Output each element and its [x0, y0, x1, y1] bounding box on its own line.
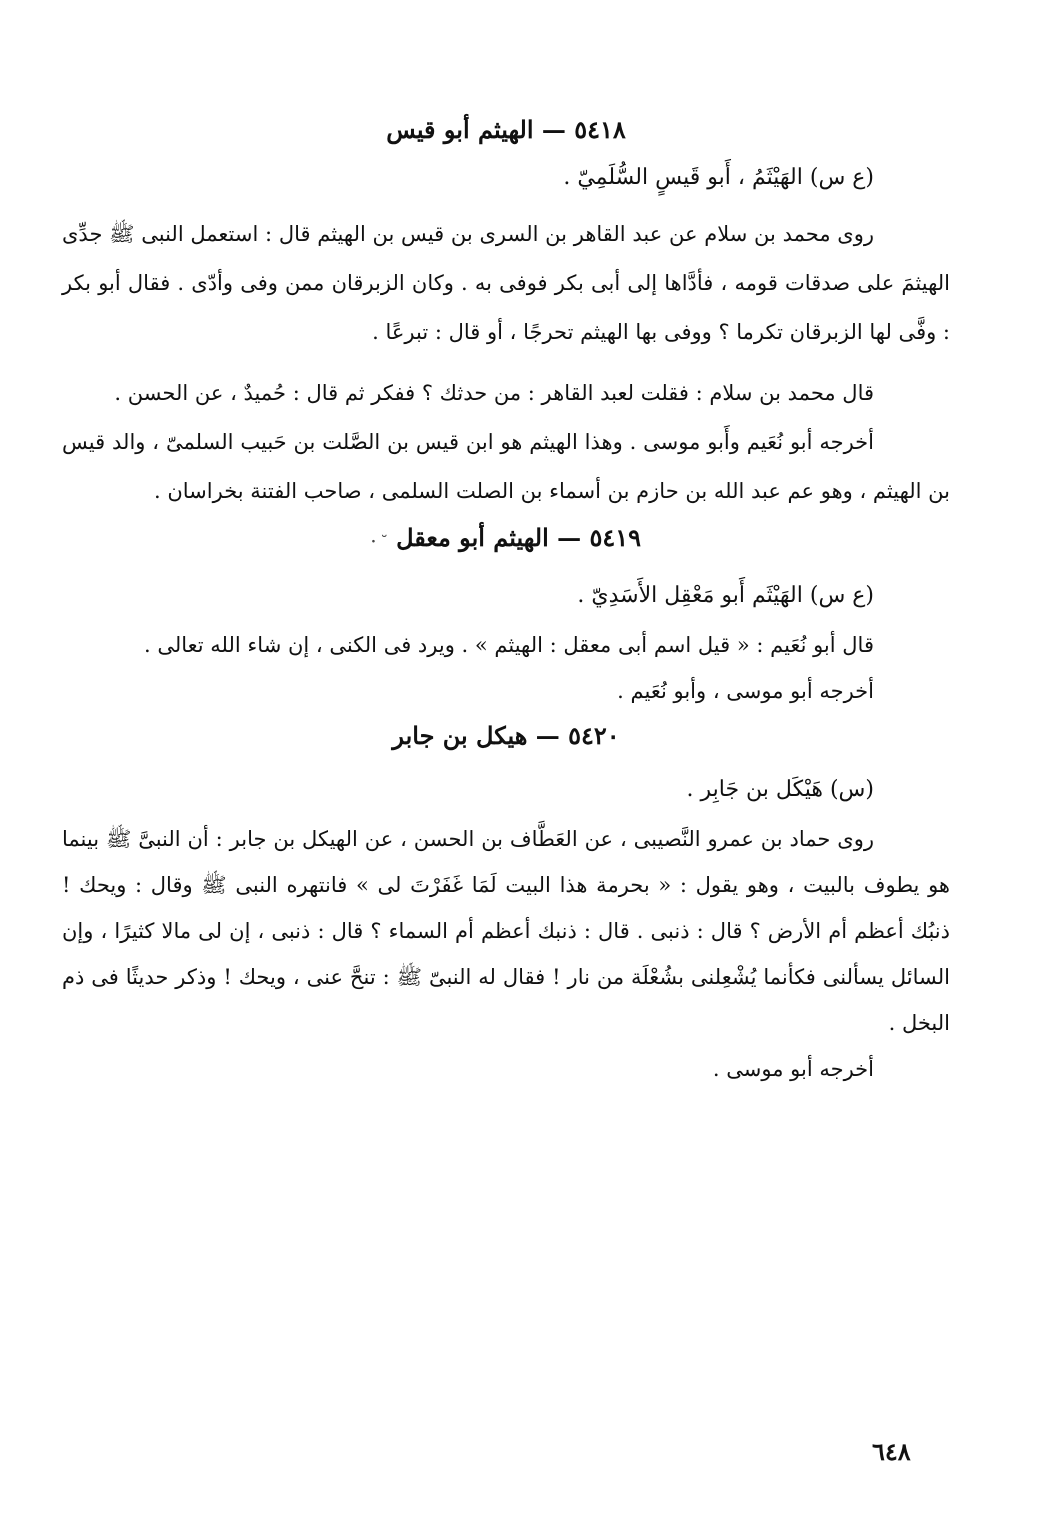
entry-heading: [62, 516, 950, 564]
entry-paragraph: روى حماد بن عمرو النَّصيبى ، عن العَطَّاف بن الحسن ، عن الهيكل بن جابر : أن النبىَّ ﷺ بينما هو يطوف بالبيت ، وهو يقول : « بحرمة هذا البيت لَمَا غَفَرْتَ لى » فانتهره النبى ﷺ وقال : ويحك ! ذنبُك أعظم أم الأرض ؟ قال : ذنبى . قال : ذنبك أعظم أم السماء ؟ قال : ذنبى ، إن لى مالا كثيرًا ، وإن السائل يسألنى فكأنما يُشْعِلنى بشُعْلَة من نار ! فقال له النبىّ ﷺ : تنحَّ عنى ، ويحك ! وذكر حديثًا فى ذم البخل .: [62, 827, 950, 1035]
entry-line: أخرجه أبو موسى ، وأبو نُعَيم .: [617, 679, 874, 703]
entry-line: أخرجه أبو موسى .: [712, 1057, 874, 1081]
entry-paragraph: قال محمد بن سلام : فقلت لعبد القاهر : من حدثك ؟ ففكر ثم قال : حُميدٌ ، عن الحسن .: [114, 381, 874, 405]
page-content: [62, 108, 950, 1092]
entry-lead: (ع س) الهَيْثَم أَبو مَعْقِل الأَسَدِيّ .: [577, 583, 874, 608]
page-number: ٦٤٨: [872, 1437, 911, 1466]
entry-5419: [62, 516, 950, 714]
entry-5418: [62, 108, 950, 516]
entry-heading: ٥٤٢٠ — هيكل بن جابر: [392, 721, 620, 750]
entry-paragraph: روى محمد بن سلام عن عبد القاهر بن السرى بن قيس بن الهيثم قال : استعمل النبى ﷺ جدِّى الهيثمَ على صدقات قومه ، فأدَّاها إلى أبى بكر فوفى به . وكان الزبرقان ممن وفى وأدّى . فقال أبو بكر : وفَّى لها الزبرقان تكرما ؟ ووفى بها الهيثم تحرجًا ، أو قال : تبرعًا .: [62, 222, 950, 344]
entry-lead: (س) هَيْكَل بن جَابِر .: [686, 777, 874, 802]
entry-heading-text: ٥٤١٩ — الهيثم أبو معقل: [396, 523, 642, 552]
entry-line: قال أبو نُعَيم : « قيل اسم أبى معقل : الهيثم » . ويرد فى الكنى ، إن شاء الله تعالى .: [144, 633, 874, 657]
entry-heading: ٥٤١٨ — الهيثم أبو قيس: [386, 115, 626, 144]
entry-5420: [62, 714, 950, 1092]
entry-paragraph: أخرجه أبو نُعَيم وأَبو موسى . وهذا الهيثم هو ابن قيس بن الصَّلت بن حَبيب السلمىّ ، والد قيس بن الهيثم ، وهو عم عبد الله بن حازم بن أسماء بن الصلت السلمى ، صاحب الفتنة بخراسان .: [62, 430, 950, 503]
entry-lead: (ع س) الهَيْثَمُ ، أَبو قَيسٍ السُّلَمِيّ .: [563, 165, 874, 190]
decoration-mark: ˘ ·: [370, 534, 388, 550]
